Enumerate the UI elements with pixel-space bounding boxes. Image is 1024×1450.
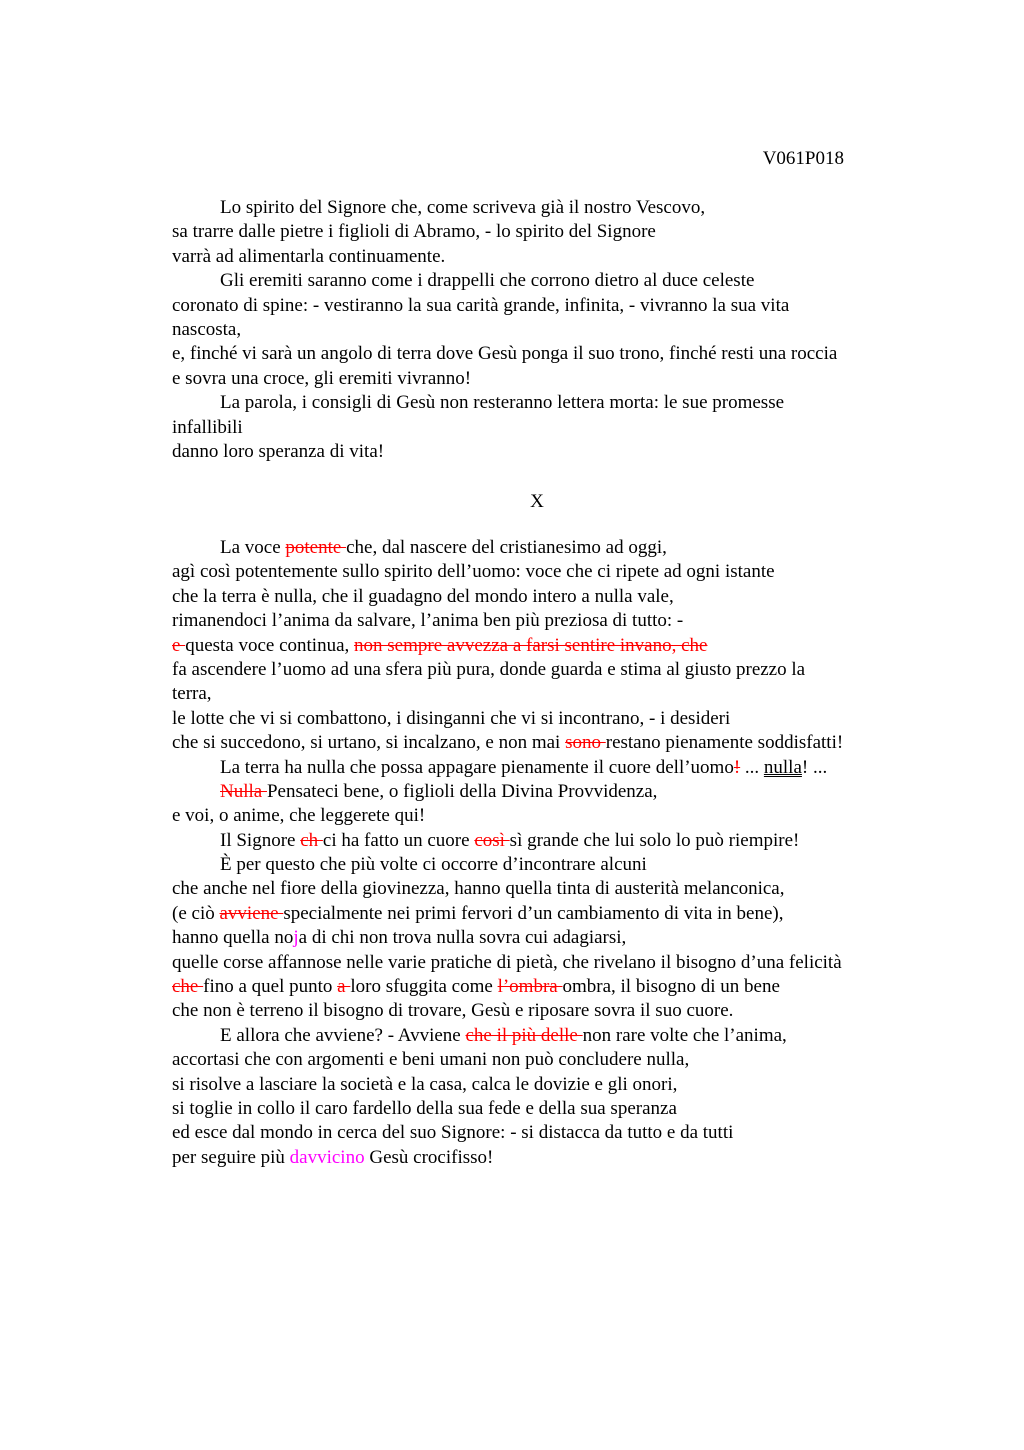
text-line: si risolve a lasciare la società e la casa, calca le dovizie e gli onori, [172, 1073, 678, 1095]
deleted-text: l’ombra [497, 976, 563, 998]
text-run: ombra, il bisogno di un bene [562, 976, 780, 998]
text-line: terra, [172, 683, 212, 705]
text-run: hanno quella no [172, 927, 294, 949]
deleted-text: non sempre avvezza a farsi sentire invano, che [354, 634, 708, 656]
text-run: La voce [220, 537, 286, 558]
text-line: coronato di spine: - vestiranno la sua carità grande, infinita, - vivranno la sua vita [172, 294, 790, 316]
text-line [172, 829, 932, 853]
text-run: Pensateci bene, o figlioli della Divina Provvidenza, [266, 780, 658, 802]
text-run: ... [740, 756, 764, 778]
text-line: agì così potentemente sullo spirito dell’uomo: voce che ci ripete ad ogni istante [172, 561, 775, 583]
text-line [172, 634, 932, 658]
text-run: non rare volte che l’anima, [582, 1024, 787, 1046]
text-line: danno loro speranza di vita! [172, 440, 385, 462]
text-line [172, 1024, 932, 1048]
text-line: che la terra è nulla, che il guadagno del mondo intero a nulla vale, [172, 585, 674, 607]
page-id: V061P018 [762, 148, 844, 169]
text-line [172, 1146, 932, 1170]
text-run: La terra ha nulla che possa appagare pienamente il cuore dell’uomo [220, 756, 734, 778]
text-line: Lo spirito del Signore che, come scriveva già il nostro Vescovo, [220, 197, 706, 218]
text-run: restano pienamente soddisfatti! [605, 732, 844, 754]
text-line: accortasi che con argomenti e beni umani non può concludere nulla, [172, 1049, 690, 1071]
text-run: loro sfuggita come [350, 976, 498, 998]
text-line: quelle corse affannose nelle varie pratiche di pietà, che rivelano il bisogno d’una felicità [172, 951, 842, 973]
text-line: Gli eremiti saranno come i drappelli che corrono dietro al duce celeste [220, 270, 755, 292]
section-heading: X [530, 491, 544, 512]
inserted-text: davvicino [289, 1146, 365, 1168]
double-underlined-text: nulla [763, 756, 802, 778]
deleted-text: che [172, 976, 204, 998]
deleted-text: così [474, 829, 510, 851]
text-run: E allora che avviene? - Avviene [220, 1024, 466, 1046]
text-run: specialmente nei primi fervori d’un cambiamento di vita in bene), [283, 902, 784, 924]
text-line [172, 780, 932, 804]
inserted-text: j [293, 927, 299, 949]
text-line [172, 731, 932, 755]
section-x-text [172, 536, 932, 1170]
text-line [172, 902, 932, 926]
text-line: e voi, o anime, che leggerete qui! [172, 805, 426, 827]
text-line: sa trarre dalle pietre i figlioli di Abramo, - lo spirito del Signore [172, 221, 656, 243]
text-line: rimanendoci l’anima da salvare, l’anima ben più preziosa di tutto: - [172, 610, 684, 632]
deleted-text: che il più delle [465, 1024, 583, 1046]
deleted-text: e [172, 634, 186, 656]
text-run: a di chi non trova nulla sovra cui adagiarsi, [298, 927, 627, 949]
text-line: e sovra una croce, gli eremiti vivranno! [172, 367, 472, 389]
text-run: che si succedono, si urtano, si incalzano, e non mai [172, 732, 566, 754]
text-line: La parola, i consigli di Gesù non resteranno lettera morta: le sue promesse [220, 392, 785, 414]
deleted-text: a [337, 976, 351, 998]
text-line [172, 975, 932, 999]
text-run: che, dal nascere del cristianesimo ad oggi, [346, 537, 667, 558]
text-run: fino a quel punto [203, 976, 338, 998]
text-line: le lotte che vi si combattono, i disinganni che vi si incontrano, - i desideri [172, 707, 731, 729]
text-run: ci ha fatto un cuore [322, 829, 475, 851]
text-run: ! ... [801, 756, 828, 778]
deleted-text: avviene [219, 902, 284, 924]
text-run: Gesù crocifisso! [364, 1146, 494, 1168]
text-run: sì grande che lui solo lo può riempire! [509, 829, 800, 851]
deleted-text: Nulla [220, 780, 267, 802]
text-run: questa voce continua, [185, 634, 355, 656]
text-line: nascosta, [172, 318, 242, 340]
text-line [172, 536, 932, 560]
text-line: infallibili [172, 416, 243, 438]
text-run: Il Signore [220, 829, 301, 851]
text-line: fa ascendere l’uomo ad una sfera più pura, donde guarda e stima al giusto prezzo la [172, 658, 806, 680]
deleted-text: sono [565, 732, 606, 754]
deleted-text: ch [300, 829, 323, 851]
text-line [172, 926, 932, 950]
text-line: È per questo che più volte ci occorre d’incontrare alcuni [220, 854, 647, 876]
text-line [172, 756, 932, 780]
text-line: varrà ad alimentarla continuamente. [172, 245, 446, 267]
opening-text [172, 196, 932, 464]
text-line: che non è terreno il bisogno di trovare, Gesù e riposare sovra il suo cuore. [172, 1000, 734, 1022]
text-line: ed esce dal mondo in cerca del suo Signore: - si distacca da tutto e da tutti [172, 1122, 734, 1144]
text-run: per seguire più [172, 1146, 290, 1168]
text-line: si toglie in collo il caro fardello della sua fede e della sua speranza [172, 1097, 677, 1119]
text-run: (e ciò [172, 902, 220, 924]
text-line: che anche nel fiore della giovinezza, hanno quella tinta di austerità melanconica, [172, 878, 785, 900]
deleted-text: potente [285, 537, 347, 558]
deleted-text: ! [733, 756, 741, 778]
text-line: e, finché vi sarà un angolo di terra dove Gesù ponga il suo trono, finché resti una roccia [172, 343, 838, 365]
